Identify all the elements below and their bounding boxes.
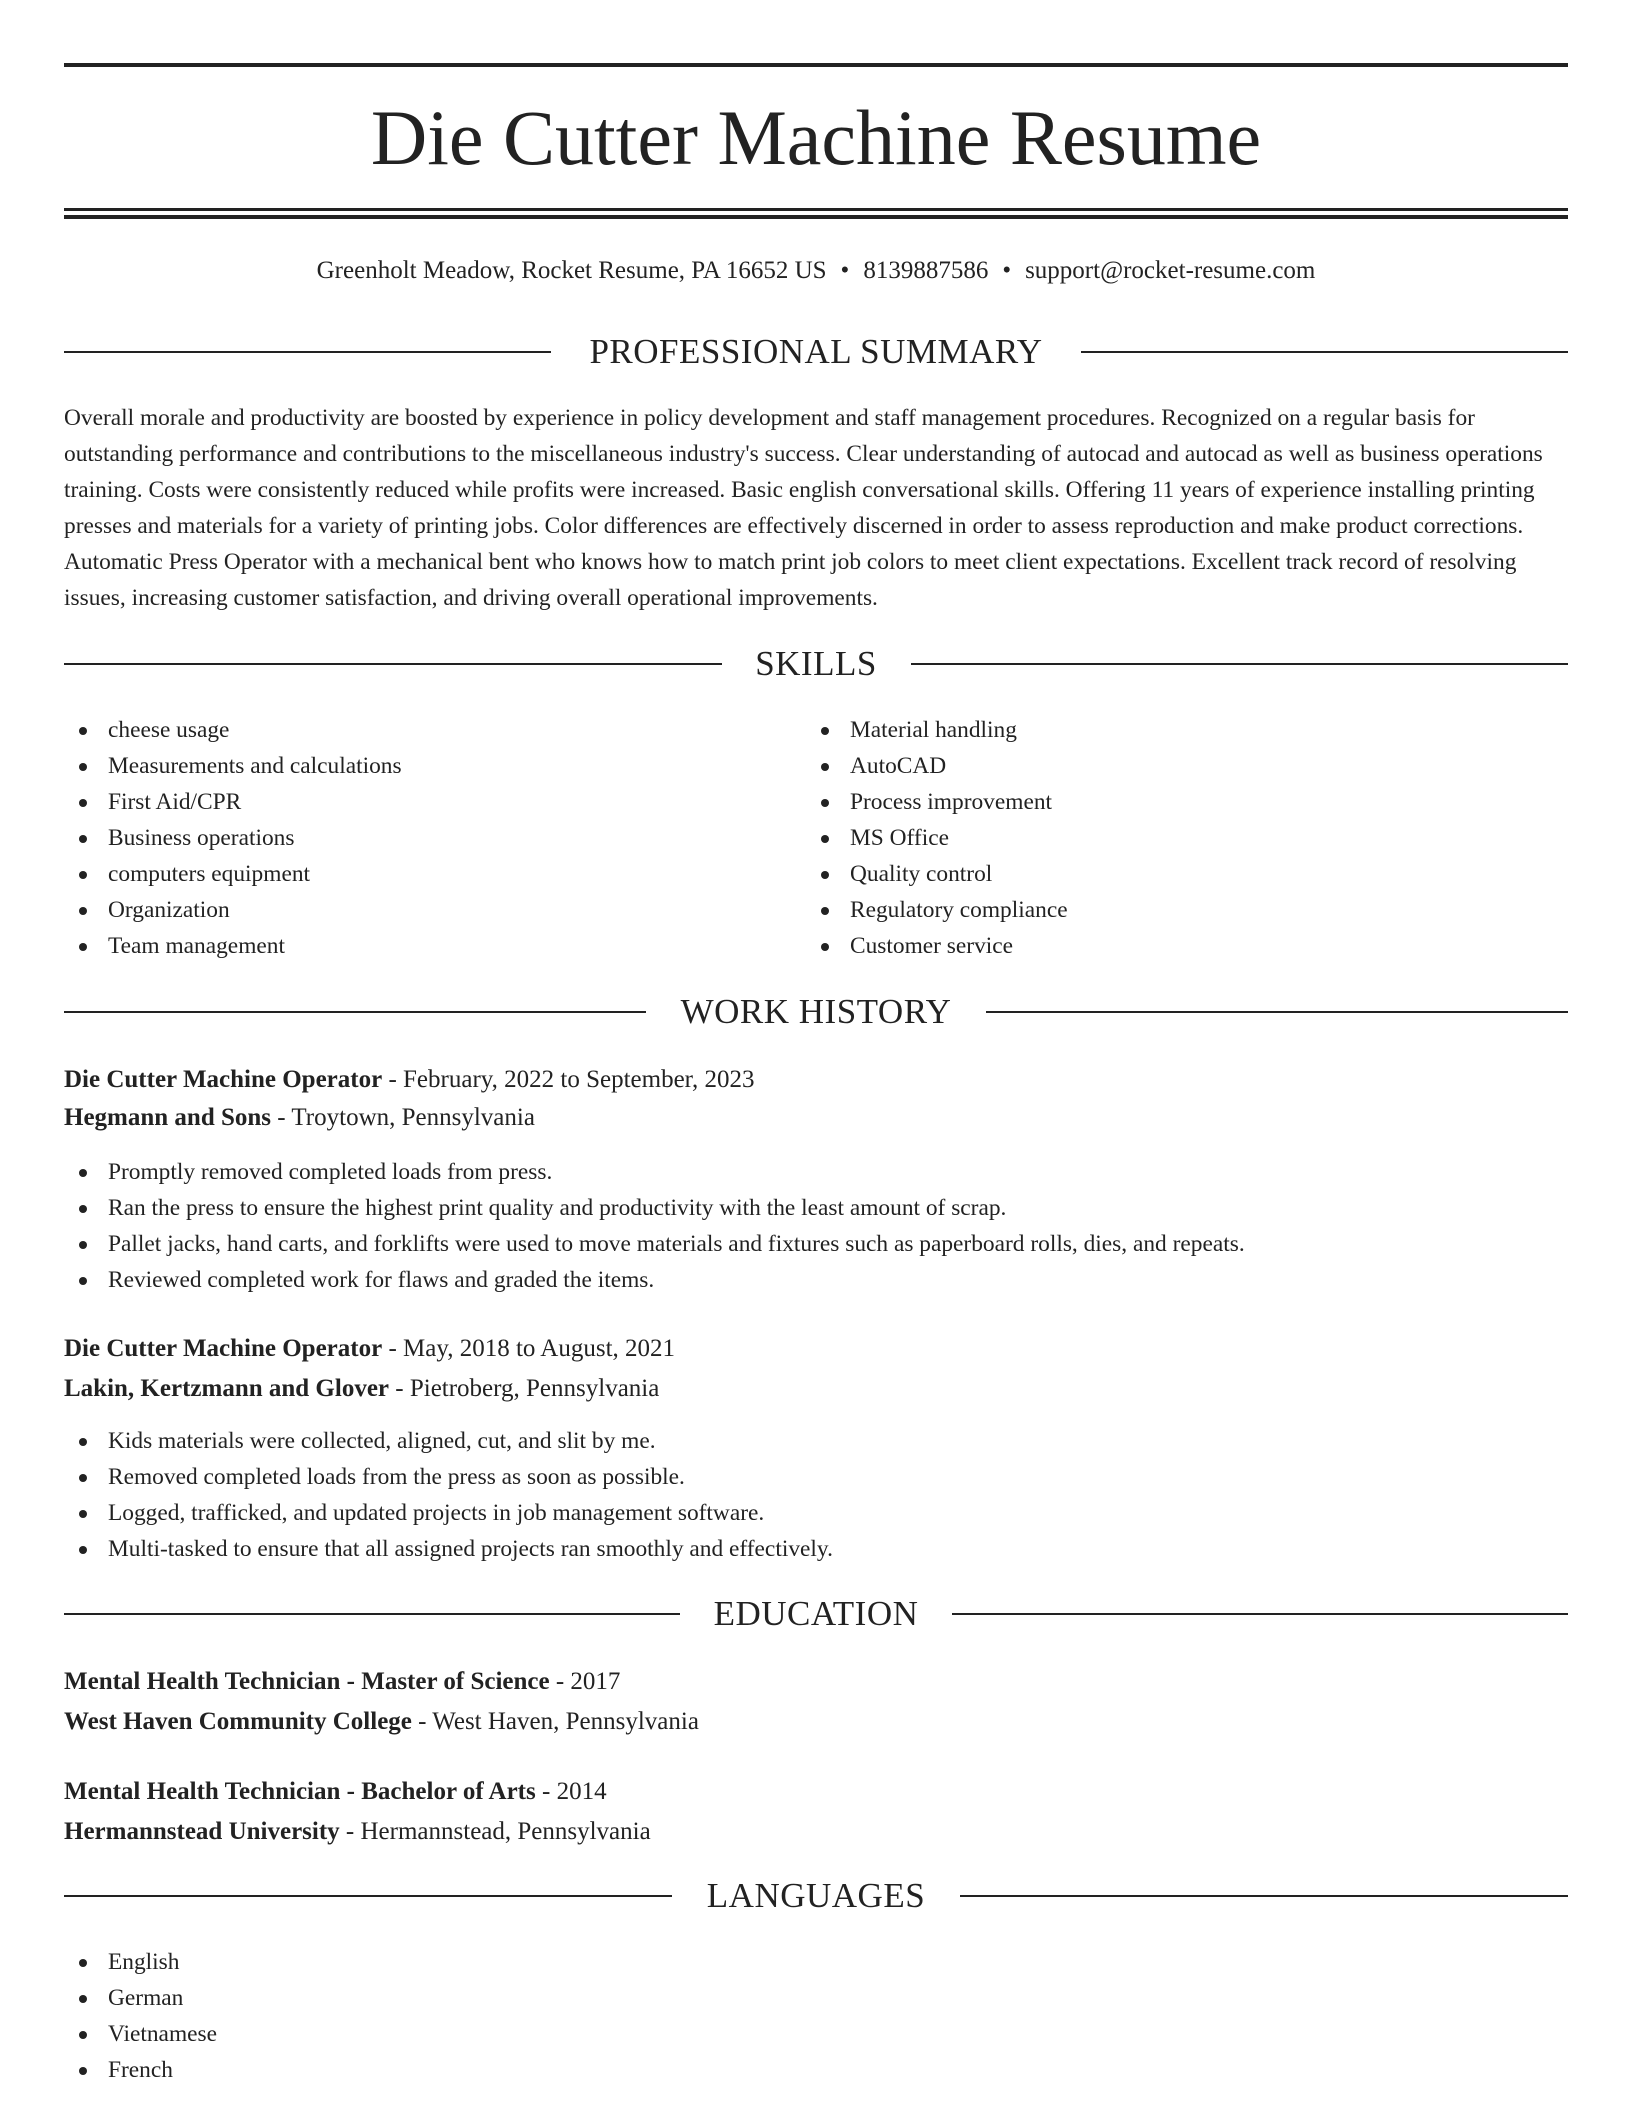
degree-year: - 2017	[549, 1668, 621, 1695]
bullet-dot	[79, 763, 87, 771]
job-location: - Pietroberg, Pennsylvania	[389, 1375, 660, 1402]
bullet-dot	[79, 1546, 87, 1554]
section-title-work: WORK HISTORY	[680, 992, 952, 1031]
section-header-work	[64, 990, 1568, 1034]
bullet-dot	[821, 835, 829, 843]
section-rule-right	[986, 1011, 1568, 1013]
school-line	[64, 1704, 699, 1740]
job-location: - Troytown, Pennsylvania	[271, 1104, 535, 1131]
section-header-education	[64, 1592, 1568, 1636]
title-double-rule	[64, 208, 1568, 219]
job-duty-item: Kids materials were collected, aligned, cut, and slit by me.	[64, 1423, 1568, 1459]
section-rule-right	[960, 1895, 1568, 1897]
contact-separator: •	[1002, 257, 1012, 284]
bullet-dot	[79, 2067, 87, 2075]
job-company: Hegmann and Sons	[64, 1104, 272, 1131]
contact-separator: •	[840, 257, 850, 284]
job-title-line	[64, 1062, 755, 1098]
skill-item: Measurements and calculations	[64, 748, 804, 784]
language-item: French	[64, 2052, 804, 2088]
language-item: English	[64, 1944, 804, 1980]
bullet-dot	[79, 1277, 87, 1285]
job-duty-item: Logged, trafficked, and updated projects in job management software.	[64, 1495, 1568, 1531]
skills-list-left	[64, 712, 804, 964]
bullet-dot	[821, 799, 829, 807]
skill-item: Team management	[64, 928, 804, 964]
skill-item: Material handling	[806, 712, 1546, 748]
language-item: Vietnamese	[64, 2016, 804, 2052]
job-duty-item: Ran the press to ensure the highest print quality and productivity with the least amount of scrap.	[64, 1190, 1568, 1226]
job-title-line	[64, 1331, 675, 1367]
job-company-line	[64, 1371, 659, 1407]
school-line	[64, 1814, 651, 1850]
summary-paragraph: Overall morale and productivity are boosted by experience in policy development and staff management procedures. Recognized on a regular basis for outstanding performance and contributions to the miscellaneous industry's success. Clear understanding of autocad and autocad as well as business operations training. Costs were consistently reduced while profits were increased. Basic english conversational skills. Offering 11 years of experience installing printing presses and materials for a variety of printing jobs. Color differences are effectively discerned in order to assess reproduction and make product corrections. Automatic Press Operator with a mechanical bent who knows how to match print job colors to meet client expectations. Excellent track record of resolving issues, increasing customer satisfaction, and driving overall operational improvements.	[64, 405, 1543, 611]
languages-list	[64, 1944, 804, 2088]
bullet-dot	[79, 1474, 87, 1482]
bullet-dot	[821, 727, 829, 735]
top-rule	[64, 63, 1568, 67]
job-duty-item: Multi-tasked to ensure that all assigned projects ran smoothly and effectively.	[64, 1531, 1568, 1567]
contact-line	[64, 254, 1568, 288]
bullet-dot	[821, 943, 829, 951]
school-name: West Haven Community College	[64, 1708, 412, 1735]
bullet-dot	[821, 871, 829, 879]
job-duty-item: Promptly removed completed loads from press.	[64, 1154, 1568, 1190]
school-name: Hermannstead University	[64, 1818, 340, 1845]
skill-item: Process improvement	[806, 784, 1546, 820]
job-company: Lakin, Kertzmann and Glover	[64, 1375, 390, 1402]
skill-item: computers equipment	[64, 856, 804, 892]
contact-email[interactable]: support@rocket-resume.com	[1025, 257, 1316, 284]
skill-item: Regulatory compliance	[806, 892, 1546, 928]
section-title-education: EDUCATION	[713, 1594, 919, 1633]
section-header-skills	[64, 642, 1568, 686]
degree-title: Mental Health Technician - Bachelor of Arts	[64, 1778, 536, 1805]
skill-item: Customer service	[806, 928, 1546, 964]
section-header-languages	[64, 1874, 1568, 1918]
section-title-languages: LANGUAGES	[706, 1876, 926, 1915]
contact-address: Greenholt Meadow, Rocket Resume, PA 16652 US	[316, 257, 827, 284]
job-title: Die Cutter Machine Operator	[64, 1335, 383, 1362]
bullet-dot	[79, 1241, 87, 1249]
bullet-dot	[79, 1205, 87, 1213]
skill-item: Organization	[64, 892, 804, 928]
bullet-dot	[79, 1959, 87, 1967]
section-rule-right	[1081, 351, 1568, 353]
job-dates: - May, 2018 to August, 2021	[382, 1335, 676, 1362]
language-item: German	[64, 1980, 804, 2016]
bullet-dot	[79, 1510, 87, 1518]
degree-line	[64, 1774, 607, 1810]
bullet-dot	[79, 907, 87, 915]
bullet-dot	[79, 1438, 87, 1446]
resume-title: Die Cutter Machine Resume	[370, 94, 1262, 181]
bullet-dot	[79, 2031, 87, 2039]
bullet-dot	[79, 1169, 87, 1177]
job-duty-item: Removed completed loads from the press as soon as possible.	[64, 1459, 1568, 1495]
bullet-dot	[79, 1995, 87, 2003]
section-title-summary: PROFESSIONAL SUMMARY	[589, 332, 1043, 371]
skill-item: Quality control	[806, 856, 1546, 892]
school-location: - Hermannstead, Pennsylvania	[339, 1818, 651, 1845]
bullet-dot	[821, 763, 829, 771]
degree-year: - 2014	[535, 1778, 607, 1805]
degree-line	[64, 1664, 620, 1700]
skill-item: First Aid/CPR	[64, 784, 804, 820]
bullet-dot	[79, 835, 87, 843]
contact-phone: 8139887586	[863, 257, 989, 284]
job-company-line	[64, 1100, 535, 1136]
skills-list-right	[806, 712, 1546, 964]
job-title: Die Cutter Machine Operator	[64, 1066, 383, 1093]
skill-item: cheese usage	[64, 712, 804, 748]
job-duty-item: Reviewed completed work for flaws and graded the items.	[64, 1262, 1568, 1298]
bullet-dot	[79, 871, 87, 879]
section-header-summary	[64, 330, 1568, 374]
school-location: - West Haven, Pennsylvania	[411, 1708, 699, 1735]
job-duty-item: Pallet jacks, hand carts, and forklifts were used to move materials and fixtures such as paperboard rolls, dies, and repeats.	[64, 1226, 1568, 1262]
section-rule-right	[911, 663, 1568, 665]
bullet-dot	[79, 799, 87, 807]
skill-item: MS Office	[806, 820, 1546, 856]
section-title-skills: SKILLS	[755, 644, 877, 683]
section-rule-right	[952, 1613, 1568, 1615]
bullet-dot	[79, 727, 87, 735]
skill-item: Business operations	[64, 820, 804, 856]
bullet-dot	[821, 907, 829, 915]
skill-item: AutoCAD	[806, 748, 1546, 784]
bullet-dot	[79, 943, 87, 951]
job-dates: - February, 2022 to September, 2023	[382, 1066, 755, 1093]
job-duties-list	[64, 1154, 1568, 1298]
job-duties-list	[64, 1423, 1568, 1567]
degree-title: Mental Health Technician - Master of Science	[64, 1668, 550, 1695]
